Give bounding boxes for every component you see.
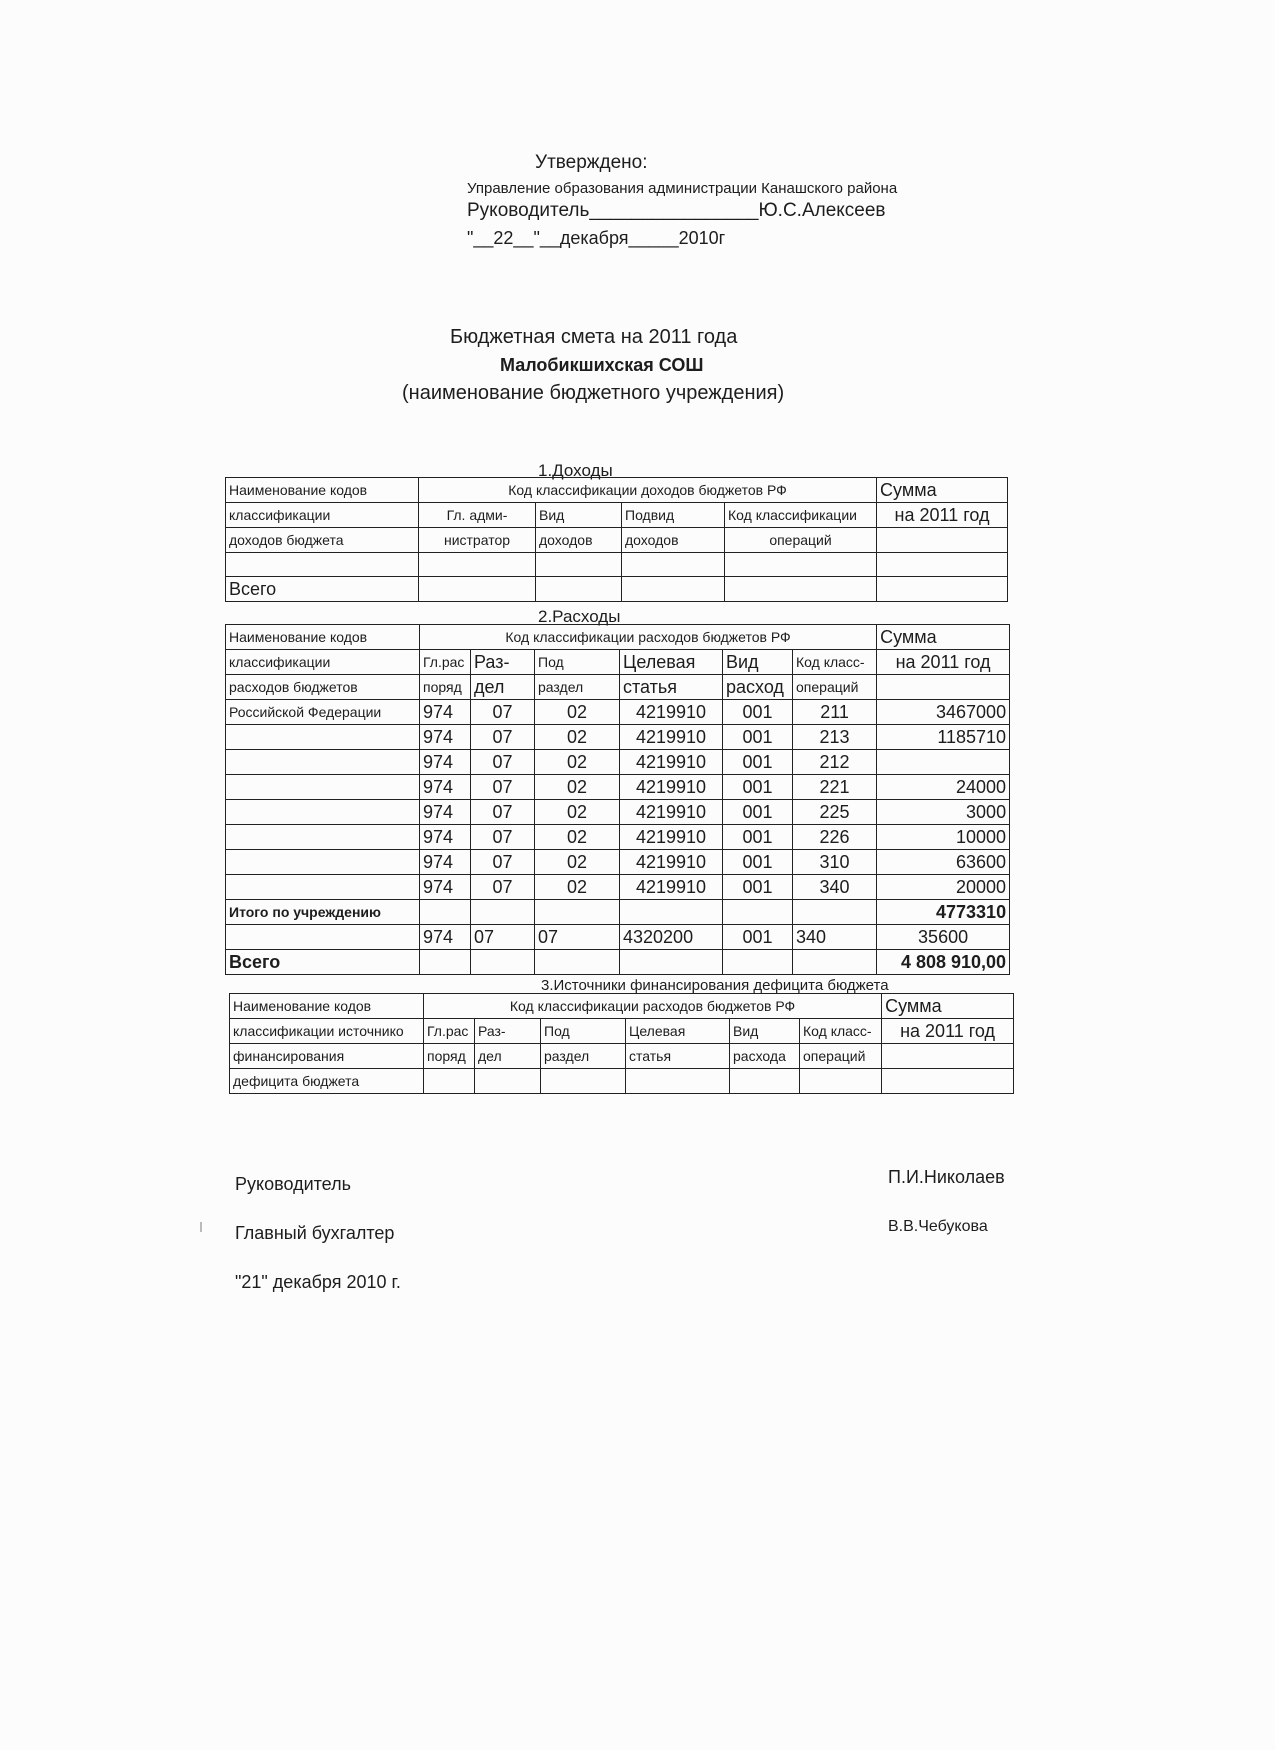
row-target: 4219910 — [620, 850, 723, 875]
expenses-empty-cell — [723, 950, 793, 975]
deficit-empty-cell — [730, 1069, 800, 1094]
row-name-cell — [226, 775, 420, 800]
row-subsection: 02 — [535, 775, 620, 800]
table-row — [226, 825, 1010, 850]
row-op: 340 — [793, 875, 877, 900]
expenses-empty-cell — [535, 950, 620, 975]
deficit-col-section: Раз- — [475, 1019, 541, 1044]
expenses-empty-cell — [420, 950, 471, 975]
income-col-subkind-2: доходов — [622, 528, 725, 553]
table-row — [226, 750, 1010, 775]
expenses-col-kind-2: расход — [723, 675, 793, 700]
table-row — [226, 800, 1010, 825]
document-title: Бюджетная смета на 2011 года — [450, 326, 738, 348]
expenses-col-section: Раз- — [471, 650, 535, 675]
income-sum-header-2: на 2011 год — [877, 503, 1008, 528]
deficit-col-kind-2: расхода — [730, 1044, 800, 1069]
row-section: 07 — [471, 850, 535, 875]
expenses-name-header-3: расходов бюджетов — [226, 675, 420, 700]
signature-head-name: П.И.Николаев — [888, 1167, 1005, 1187]
row-target: 4219910 — [620, 725, 723, 750]
income-empty-cell — [622, 553, 725, 577]
expenses-empty-cell — [723, 900, 793, 925]
extra-row-order: 974 — [420, 925, 471, 950]
row-subsection: 02 — [535, 850, 620, 875]
table-row — [226, 850, 1010, 875]
deficit-empty-cell — [800, 1069, 882, 1094]
income-col-kind: Вид — [536, 503, 622, 528]
row-op: 213 — [793, 725, 877, 750]
income-col-admin: Гл. адми- — [419, 503, 536, 528]
income-empty-cell — [622, 577, 725, 602]
deficit-col-order-2: поряд — [424, 1044, 475, 1069]
expenses-col-order-2: поряд — [420, 675, 471, 700]
expenses-col-order: Гл.рас — [420, 650, 471, 675]
row-subsection: 02 — [535, 875, 620, 900]
row-target: 4219910 — [620, 775, 723, 800]
income-empty-cell — [877, 553, 1008, 577]
expenses-col-op-2: операций — [793, 675, 877, 700]
deficit-name-header-3: финансирования — [230, 1044, 424, 1069]
row-target: 4219910 — [620, 800, 723, 825]
row-kind: 001 — [723, 825, 793, 850]
deficit-code-header: Код классификации расходов бюджетов РФ — [424, 994, 882, 1019]
extra-row-subsection: 07 — [535, 925, 620, 950]
scan-speck — [200, 1222, 202, 1232]
deficit-col-kind: Вид — [730, 1019, 800, 1044]
row-subsection: 02 — [535, 700, 620, 725]
expenses-col-kind: Вид — [723, 650, 793, 675]
extra-row-section: 07 — [471, 925, 535, 950]
row-name-cell — [226, 825, 420, 850]
row-section: 07 — [471, 800, 535, 825]
expenses-col-section-2: дел — [471, 675, 535, 700]
row-target: 4219910 — [620, 700, 723, 725]
row-order: 974 — [420, 725, 471, 750]
income-sum-header: Сумма — [877, 478, 1008, 503]
expenses-col-target: Целевая — [620, 650, 723, 675]
row-sum: 20000 — [877, 875, 1010, 900]
signature-accountant-name: В.В.Чебукова — [888, 1218, 988, 1235]
income-empty-cell — [877, 528, 1008, 553]
expenses-sum-header-2: на 2011 год — [877, 650, 1010, 675]
expenses-name-header: Наименование кодов — [226, 625, 420, 650]
row-sum — [877, 750, 1010, 775]
row-section: 07 — [471, 700, 535, 725]
income-empty-cell — [536, 553, 622, 577]
row-name-cell — [226, 725, 420, 750]
expenses-col-target-2: статья — [620, 675, 723, 700]
row-op: 221 — [793, 775, 877, 800]
row-order: 974 — [420, 750, 471, 775]
expenses-empty-cell — [226, 925, 420, 950]
income-name-header: Наименование кодов — [226, 478, 419, 503]
row-name-cell — [226, 875, 420, 900]
expenses-empty-cell — [620, 950, 723, 975]
income-empty-cell — [536, 577, 622, 602]
deficit-empty-cell — [424, 1069, 475, 1094]
income-col-op-2: операций — [725, 528, 877, 553]
deficit-col-section-2: дел — [475, 1044, 541, 1069]
income-empty-cell — [419, 553, 536, 577]
row-section: 07 — [471, 725, 535, 750]
income-empty-cell — [877, 577, 1008, 602]
expenses-empty-cell — [420, 900, 471, 925]
row-target: 4219910 — [620, 750, 723, 775]
expenses-col-op: Код класс- — [793, 650, 877, 675]
row-name-cell: Российской Федерации — [226, 700, 420, 725]
expenses-section-title: 2.Расходы — [538, 607, 621, 626]
row-order: 974 — [420, 700, 471, 725]
row-sum: 3000 — [877, 800, 1010, 825]
table-row — [226, 875, 1010, 900]
income-empty-cell — [725, 577, 877, 602]
income-empty-cell — [419, 577, 536, 602]
row-sum: 3467000 — [877, 700, 1010, 725]
table-row — [226, 725, 1010, 750]
row-sum: 63600 — [877, 850, 1010, 875]
expenses-col-subsection: Под — [535, 650, 620, 675]
deficit-table — [229, 993, 1014, 1094]
table-row — [226, 775, 1010, 800]
expenses-empty-cell — [877, 675, 1010, 700]
institution-note: (наименование бюджетного учреждения) — [402, 382, 785, 404]
row-section: 07 — [471, 825, 535, 850]
deficit-col-op: Код класс- — [800, 1019, 882, 1044]
signature-accountant-label: Главный бухгалтер — [235, 1223, 395, 1243]
row-order: 974 — [420, 875, 471, 900]
expenses-empty-cell — [793, 950, 877, 975]
income-section-title: 1.Доходы — [538, 461, 613, 480]
approval-organization: Управление образования администрации Канашского района — [467, 180, 898, 197]
income-table — [225, 477, 1008, 602]
row-name-cell — [226, 800, 420, 825]
row-kind: 001 — [723, 700, 793, 725]
row-kind: 001 — [723, 750, 793, 775]
extra-row-op: 340 — [793, 925, 877, 950]
approval-head-line: Руководитель________________Ю.С.Алексеев — [467, 200, 886, 221]
income-empty-cell — [725, 553, 877, 577]
deficit-col-op-2: операций — [800, 1044, 882, 1069]
expenses-subtotal-sum: 4773310 — [877, 900, 1010, 925]
row-order: 974 — [420, 775, 471, 800]
deficit-sum-header-2: на 2011 год — [882, 1019, 1014, 1044]
expenses-code-header: Код классификации расходов бюджетов РФ — [420, 625, 877, 650]
expenses-empty-cell — [471, 900, 535, 925]
extra-row-sum: 35600 — [877, 925, 1010, 950]
expenses-name-header-2: классификации — [226, 650, 420, 675]
row-name-cell — [226, 850, 420, 875]
row-op: 211 — [793, 700, 877, 725]
row-subsection: 02 — [535, 825, 620, 850]
expenses-table — [225, 624, 1010, 975]
signature-head-label: Руководитель — [235, 1174, 351, 1194]
deficit-empty-cell — [882, 1069, 1014, 1094]
row-sum: 24000 — [877, 775, 1010, 800]
row-subsection: 02 — [535, 800, 620, 825]
row-subsection: 02 — [535, 750, 620, 775]
row-order: 974 — [420, 825, 471, 850]
income-col-kind-2: доходов — [536, 528, 622, 553]
expenses-empty-cell — [535, 900, 620, 925]
row-target: 4219910 — [620, 825, 723, 850]
income-col-subkind: Подвид — [622, 503, 725, 528]
income-col-op: Код классификации — [725, 503, 877, 528]
deficit-col-subsection: Под — [541, 1019, 626, 1044]
row-subsection: 02 — [535, 725, 620, 750]
row-order: 974 — [420, 800, 471, 825]
deficit-name-header-4: дефицита бюджета — [230, 1069, 424, 1094]
income-name-header-3: доходов бюджета — [226, 528, 419, 553]
row-kind: 001 — [723, 725, 793, 750]
approval-date-line: "__22__"__декабря_____2010г — [467, 228, 726, 248]
row-sum: 1185710 — [877, 725, 1010, 750]
row-op: 225 — [793, 800, 877, 825]
row-name-cell — [226, 750, 420, 775]
deficit-section-title: 3.Источники финансирования дефицита бюджета — [541, 977, 889, 994]
income-name-header-2: классификации — [226, 503, 419, 528]
deficit-col-subsection-2: раздел — [541, 1044, 626, 1069]
deficit-sum-header: Сумма — [882, 994, 1014, 1019]
row-kind: 001 — [723, 875, 793, 900]
deficit-col-target: Целевая — [626, 1019, 730, 1044]
deficit-col-target-2: статья — [626, 1044, 730, 1069]
row-kind: 001 — [723, 850, 793, 875]
income-col-admin-2: нистратор — [419, 528, 536, 553]
expenses-empty-cell — [471, 950, 535, 975]
expenses-empty-cell — [793, 900, 877, 925]
deficit-col-order: Гл.рас — [424, 1019, 475, 1044]
table-row — [226, 700, 1010, 725]
deficit-empty-cell — [541, 1069, 626, 1094]
expenses-empty-cell — [620, 900, 723, 925]
extra-row-target: 4320200 — [620, 925, 723, 950]
row-sum: 10000 — [877, 825, 1010, 850]
income-total-label: Всего — [226, 577, 419, 602]
row-op: 226 — [793, 825, 877, 850]
row-order: 974 — [420, 850, 471, 875]
deficit-empty-cell — [475, 1069, 541, 1094]
signature-date: "21" декабря 2010 г. — [235, 1272, 401, 1292]
deficit-empty-cell — [626, 1069, 730, 1094]
income-empty-cell — [226, 553, 419, 577]
row-op: 310 — [793, 850, 877, 875]
row-kind: 001 — [723, 775, 793, 800]
row-target: 4219910 — [620, 875, 723, 900]
row-kind: 001 — [723, 800, 793, 825]
row-section: 07 — [471, 775, 535, 800]
institution-name: Малобикшихская СОШ — [500, 355, 704, 375]
row-section: 07 — [471, 875, 535, 900]
expenses-total-sum: 4 808 910,00 — [877, 950, 1010, 975]
deficit-name-header-2: классификации источнико — [230, 1019, 424, 1044]
expenses-total-label: Всего — [226, 950, 420, 975]
income-code-header: Код классификации доходов бюджетов РФ — [419, 478, 877, 503]
deficit-name-header: Наименование кодов — [230, 994, 424, 1019]
expenses-subtotal-label: Итого по учреждению — [226, 900, 420, 925]
row-op: 212 — [793, 750, 877, 775]
extra-row-kind: 001 — [723, 925, 793, 950]
deficit-empty-cell — [882, 1044, 1014, 1069]
expenses-sum-header: Сумма — [877, 625, 1010, 650]
expenses-col-subsection-2: раздел — [535, 675, 620, 700]
approval-title: Утверждено: — [535, 152, 648, 173]
row-section: 07 — [471, 750, 535, 775]
